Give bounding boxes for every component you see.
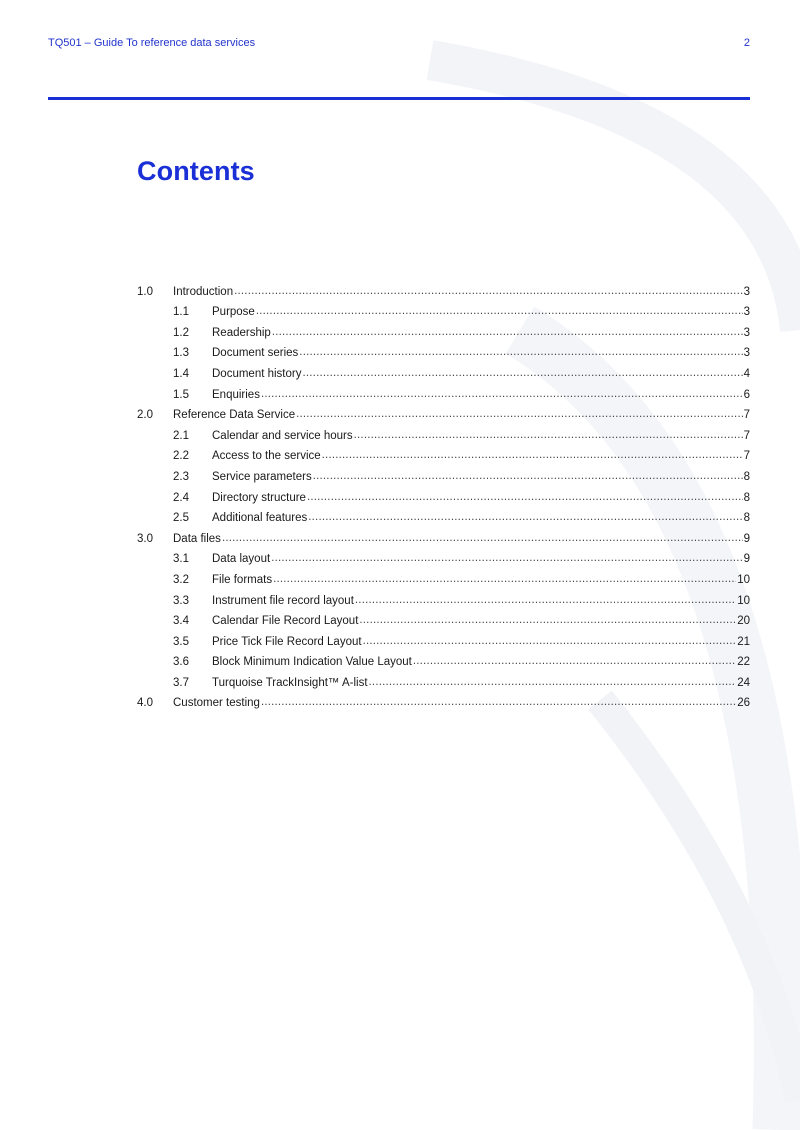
toc-entry[interactable] — [137, 298, 750, 319]
toc-entry-page: 8 — [743, 512, 750, 525]
toc-entry-label[interactable]: Data layout — [212, 553, 271, 566]
toc-entry[interactable] — [137, 504, 750, 525]
toc-entry-label[interactable]: Reference Data Service — [173, 409, 296, 422]
toc-entry[interactable] — [137, 524, 750, 545]
toc-dot-leader — [359, 613, 736, 627]
toc-entry-number: 3.2 — [173, 573, 189, 586]
toc-entry-page: 24 — [737, 676, 750, 689]
toc-entry-label[interactable]: Directory structure — [212, 491, 306, 504]
toc-entry-label[interactable]: Calendar File Record Layout — [212, 615, 359, 628]
toc-entry-number: 3.7 — [173, 676, 189, 689]
toc-entry-page: 10 — [737, 594, 750, 607]
toc-dot-leader — [271, 551, 742, 565]
toc-entry-label[interactable]: Purpose — [212, 306, 255, 319]
toc-entry-number: 4.0 — [137, 697, 153, 710]
toc-entry-number: 3.3 — [173, 594, 189, 607]
toc-entry-number: 2.3 — [173, 470, 189, 483]
toc-entry-label[interactable]: Introduction — [173, 285, 234, 298]
toc-entry[interactable] — [137, 607, 750, 628]
toc-entry[interactable] — [137, 586, 750, 607]
toc-entry-number: 3.1 — [173, 553, 189, 566]
toc-entry-number: 3.4 — [173, 615, 189, 628]
toc-dot-leader — [272, 325, 743, 339]
toc-entry-label[interactable]: Price Tick File Record Layout — [212, 635, 362, 648]
toc-dot-leader — [413, 654, 736, 668]
toc-dot-leader — [355, 593, 736, 607]
toc-entry[interactable] — [137, 277, 750, 298]
toc-entry[interactable] — [137, 668, 750, 689]
toc-dot-leader — [234, 284, 742, 298]
toc-entry-number: 2.5 — [173, 512, 189, 525]
toc-entry-page: 20 — [737, 615, 750, 628]
toc-entry-label[interactable]: Instrument file record layout — [212, 594, 354, 607]
toc-entry[interactable] — [137, 689, 750, 710]
toc-entry-number: 1.0 — [137, 285, 153, 298]
toc-entry-label[interactable]: Turquoise TrackInsight™ A-list — [212, 676, 368, 689]
header-divider — [48, 97, 750, 100]
toc-entry[interactable] — [137, 462, 750, 483]
toc-dot-leader — [296, 407, 743, 421]
toc-entry[interactable] — [137, 359, 750, 380]
toc-entry-label[interactable]: Readership — [212, 326, 271, 339]
toc-entry[interactable] — [137, 565, 750, 586]
toc-entry-number: 1.1 — [173, 306, 189, 319]
toc-entry-label[interactable]: Document history — [212, 367, 302, 380]
toc-entry-page: 6 — [743, 388, 750, 401]
toc-entry-page: 8 — [743, 470, 750, 483]
toc-entry[interactable] — [137, 401, 750, 422]
toc-entry[interactable] — [137, 339, 750, 360]
toc-entry-page: 22 — [737, 656, 750, 669]
contents-heading: Contents — [137, 156, 255, 186]
toc-entry[interactable] — [137, 483, 750, 504]
toc-entry-number: 2.0 — [137, 409, 153, 422]
toc-entry-number: 3.5 — [173, 635, 189, 648]
toc-entry[interactable] — [137, 442, 750, 463]
toc-entry[interactable] — [137, 627, 750, 648]
toc-entry-number: 2.4 — [173, 491, 189, 504]
toc-entry-label[interactable]: File formats — [212, 573, 273, 586]
toc-dot-leader — [369, 675, 737, 689]
toc-dot-leader — [302, 366, 742, 380]
toc-dot-leader — [273, 572, 736, 586]
toc-dot-leader — [261, 387, 743, 401]
toc-entry[interactable] — [137, 545, 750, 566]
toc-entry-page: 7 — [743, 450, 750, 463]
toc-dot-leader — [363, 634, 737, 648]
toc-dot-leader — [256, 304, 743, 318]
toc-entry-label[interactable]: Enquiries — [212, 388, 260, 401]
page-number: 2 — [743, 37, 750, 49]
toc-entry-label[interactable]: Service parameters — [212, 470, 312, 483]
toc-entry-number: 1.4 — [173, 367, 189, 380]
toc-entry-number: 2.2 — [173, 450, 189, 463]
toc-entry-number: 1.5 — [173, 388, 189, 401]
toc-entry-number: 3.0 — [137, 532, 153, 545]
toc-entry-page: 7 — [743, 429, 750, 442]
toc-dot-leader — [322, 448, 743, 462]
toc-dot-leader — [307, 490, 743, 504]
toc-entry[interactable] — [137, 380, 750, 401]
toc-entry-label[interactable]: Calendar and service hours — [212, 429, 353, 442]
toc-entry-page: 7 — [743, 409, 750, 422]
toc-entry-page: 10 — [737, 573, 750, 586]
toc-dot-leader — [222, 531, 743, 545]
toc-entry[interactable] — [137, 421, 750, 442]
toc-entry-page: 9 — [743, 532, 750, 545]
toc-dot-leader — [261, 695, 736, 709]
toc-dot-leader — [308, 510, 742, 524]
page-header — [48, 37, 750, 53]
toc-entry-page: 8 — [743, 491, 750, 504]
toc-entry-number: 1.3 — [173, 347, 189, 360]
toc-entry-page: 21 — [737, 635, 750, 648]
toc-dot-leader — [354, 428, 743, 442]
toc-entry-label[interactable]: Additional features — [212, 512, 308, 525]
toc-entry-number: 2.1 — [173, 429, 189, 442]
toc-entry-page: 3 — [743, 306, 750, 319]
toc-entry-number: 1.2 — [173, 326, 189, 339]
toc-entry-page: 3 — [743, 326, 750, 339]
table-of-contents — [137, 277, 750, 709]
toc-dot-leader — [299, 345, 742, 359]
toc-entry-label[interactable]: Access to the service — [212, 450, 321, 463]
toc-entry[interactable] — [137, 648, 750, 669]
toc-dot-leader — [313, 469, 743, 483]
document-title: TQ501 – Guide To reference data services — [48, 37, 256, 49]
toc-entry-label[interactable]: Block Minimum Indication Value Layout — [212, 656, 412, 669]
toc-entry-page: 9 — [743, 553, 750, 566]
toc-entry-label[interactable]: Data files — [173, 532, 221, 545]
toc-entry-number: 3.6 — [173, 656, 189, 669]
toc-entry-label[interactable]: Customer testing — [173, 697, 260, 710]
toc-entry[interactable] — [137, 318, 750, 339]
toc-entry-page: 3 — [743, 347, 750, 360]
toc-entry-page: 4 — [743, 367, 750, 380]
toc-entry-page: 26 — [737, 697, 750, 710]
toc-entry-label[interactable]: Document series — [212, 347, 299, 360]
toc-entry-page: 3 — [743, 285, 750, 298]
